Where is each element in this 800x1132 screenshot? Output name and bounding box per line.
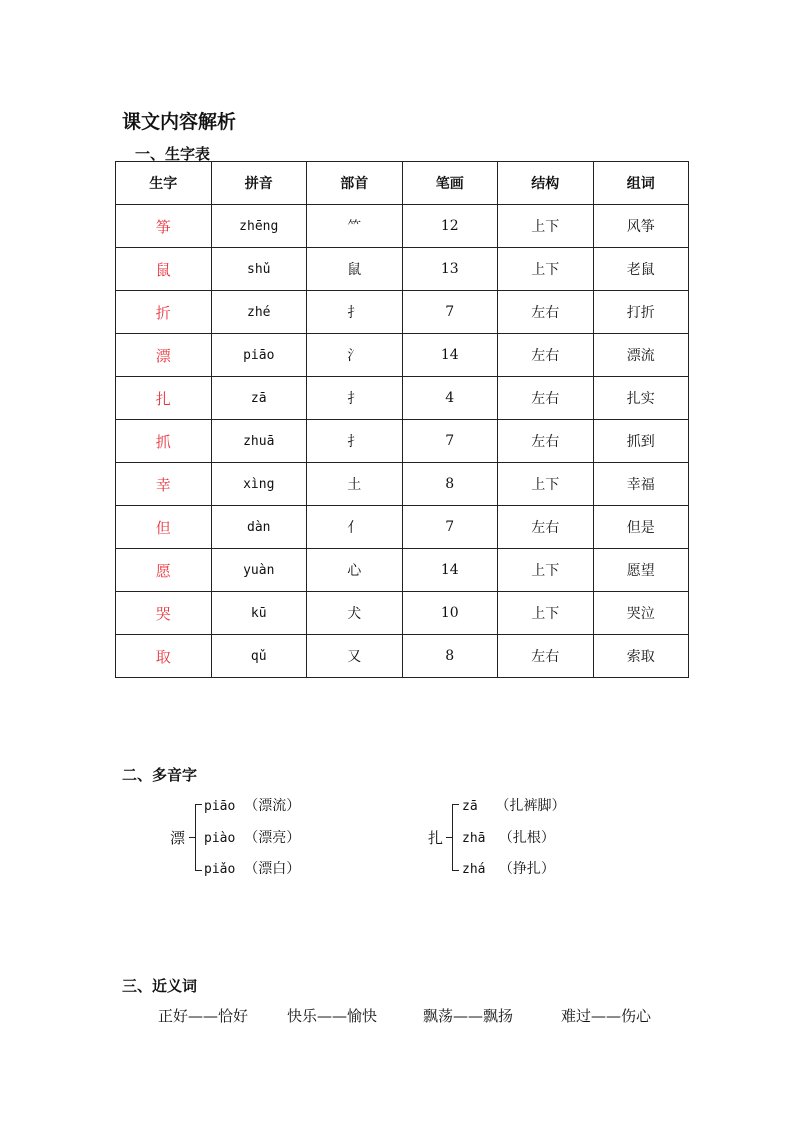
structure-cell: 左右 bbox=[498, 506, 594, 549]
brace-icon bbox=[195, 804, 202, 871]
table-row bbox=[116, 334, 689, 377]
polyphone-char: 漂 bbox=[170, 829, 186, 847]
polyphone-reading: piāo （漂流） bbox=[204, 798, 301, 814]
pinyin-cell: yuàn bbox=[211, 549, 307, 592]
pinyin-cell: piāo bbox=[211, 334, 307, 377]
word-example-cell: 打折 bbox=[593, 291, 689, 334]
structure-cell: 上下 bbox=[498, 205, 594, 248]
radical-cell: 犬 bbox=[307, 592, 403, 635]
structure-cell: 左右 bbox=[498, 635, 594, 678]
col-header: 拼音 bbox=[211, 162, 307, 205]
polyphone-reading: zhá （挣扎） bbox=[462, 861, 555, 877]
radical-cell: 鼠 bbox=[307, 248, 403, 291]
radical-cell: 扌 bbox=[307, 291, 403, 334]
pinyin-cell: xìng bbox=[211, 463, 307, 506]
new-char-cell: 取 bbox=[116, 635, 212, 678]
radical-cell: 扌 bbox=[307, 377, 403, 420]
pinyin-cell: zhé bbox=[211, 291, 307, 334]
structure-cell: 左右 bbox=[498, 291, 594, 334]
word-example-cell: 抓到 bbox=[593, 420, 689, 463]
stroke-count-cell: 7 bbox=[402, 420, 498, 463]
new-char-cell: 折 bbox=[116, 291, 212, 334]
pinyin-cell: shǔ bbox=[211, 248, 307, 291]
table-row bbox=[116, 463, 689, 506]
structure-cell: 上下 bbox=[498, 248, 594, 291]
polyphone-reading: piǎo （漂白） bbox=[204, 861, 301, 877]
polyphone-reading: zā （扎裤脚） bbox=[462, 798, 566, 814]
structure-cell: 上下 bbox=[498, 592, 594, 635]
stroke-count-cell: 7 bbox=[402, 506, 498, 549]
structure-cell: 上下 bbox=[498, 549, 594, 592]
structure-cell: 左右 bbox=[498, 377, 594, 420]
word-example-cell: 漂流 bbox=[593, 334, 689, 377]
structure-cell: 上下 bbox=[498, 463, 594, 506]
brace-icon bbox=[452, 804, 459, 871]
word-example-cell: 愿望 bbox=[593, 549, 689, 592]
new-char-cell: 鼠 bbox=[116, 248, 212, 291]
pinyin-cell: qǔ bbox=[211, 635, 307, 678]
table-row bbox=[116, 592, 689, 635]
table-row bbox=[116, 506, 689, 549]
col-header: 生字 bbox=[116, 162, 212, 205]
section-heading-char-table: 一、生字表 bbox=[135, 145, 211, 163]
pinyin-cell: zā bbox=[211, 377, 307, 420]
table-row bbox=[116, 248, 689, 291]
pinyin-cell: zhuā bbox=[211, 420, 307, 463]
col-header: 部首 bbox=[307, 162, 403, 205]
word-example-cell: 老鼠 bbox=[593, 248, 689, 291]
brace-tick bbox=[446, 837, 452, 838]
stroke-count-cell: 8 bbox=[402, 463, 498, 506]
polyphone-reading: piào （漂亮） bbox=[204, 830, 301, 846]
stroke-count-cell: 4 bbox=[402, 377, 498, 420]
stroke-count-cell: 7 bbox=[402, 291, 498, 334]
table-row bbox=[116, 420, 689, 463]
radical-cell: 亻 bbox=[307, 506, 403, 549]
new-char-cell: 筝 bbox=[116, 205, 212, 248]
table-row bbox=[116, 377, 689, 420]
section-heading-polyphones: 二、多音字 bbox=[122, 766, 198, 784]
stroke-count-cell: 14 bbox=[402, 334, 498, 377]
stroke-count-cell: 13 bbox=[402, 248, 498, 291]
new-char-cell: 愿 bbox=[116, 549, 212, 592]
col-header: 笔画 bbox=[402, 162, 498, 205]
col-header: 结构 bbox=[498, 162, 594, 205]
radical-cell: 心 bbox=[307, 549, 403, 592]
new-char-cell: 哭 bbox=[116, 592, 212, 635]
new-char-cell: 幸 bbox=[116, 463, 212, 506]
synonym-pair: 难过——伤心 bbox=[561, 1007, 652, 1025]
polyphone-reading: zhā （扎根） bbox=[462, 830, 555, 846]
table-row bbox=[116, 635, 689, 678]
radical-cell: 又 bbox=[307, 635, 403, 678]
pinyin-cell: dàn bbox=[211, 506, 307, 549]
stroke-count-cell: 8 bbox=[402, 635, 498, 678]
table-row bbox=[116, 205, 689, 248]
stroke-count-cell: 10 bbox=[402, 592, 498, 635]
radical-cell: 扌 bbox=[307, 420, 403, 463]
stroke-count-cell: 14 bbox=[402, 549, 498, 592]
table-header-row bbox=[116, 162, 689, 205]
pinyin-cell: zhēng bbox=[211, 205, 307, 248]
new-char-cell: 扎 bbox=[116, 377, 212, 420]
word-example-cell: 风筝 bbox=[593, 205, 689, 248]
synonym-pair: 飘荡——飘扬 bbox=[423, 1007, 514, 1025]
table-row bbox=[116, 291, 689, 334]
stroke-count-cell: 12 bbox=[402, 205, 498, 248]
radical-cell: ⺮ bbox=[307, 205, 403, 248]
pinyin-cell: kū bbox=[211, 592, 307, 635]
new-char-cell: 但 bbox=[116, 506, 212, 549]
word-example-cell: 哭泣 bbox=[593, 592, 689, 635]
page-title: 课文内容解析 bbox=[122, 111, 237, 133]
col-header: 组词 bbox=[593, 162, 689, 205]
new-char-cell: 漂 bbox=[116, 334, 212, 377]
radical-cell: 土 bbox=[307, 463, 403, 506]
char-table bbox=[115, 161, 689, 678]
section-heading-synonyms: 三、近义词 bbox=[122, 977, 198, 995]
word-example-cell: 幸福 bbox=[593, 463, 689, 506]
word-example-cell: 但是 bbox=[593, 506, 689, 549]
synonym-pair: 快乐——愉快 bbox=[287, 1007, 378, 1025]
word-example-cell: 索取 bbox=[593, 635, 689, 678]
brace-tick bbox=[189, 837, 195, 838]
radical-cell: 氵 bbox=[307, 334, 403, 377]
new-char-cell: 抓 bbox=[116, 420, 212, 463]
structure-cell: 左右 bbox=[498, 334, 594, 377]
table-row bbox=[116, 549, 689, 592]
polyphone-char: 扎 bbox=[428, 829, 444, 847]
synonym-pair: 正好——恰好 bbox=[158, 1007, 249, 1025]
word-example-cell: 扎实 bbox=[593, 377, 689, 420]
structure-cell: 左右 bbox=[498, 420, 594, 463]
